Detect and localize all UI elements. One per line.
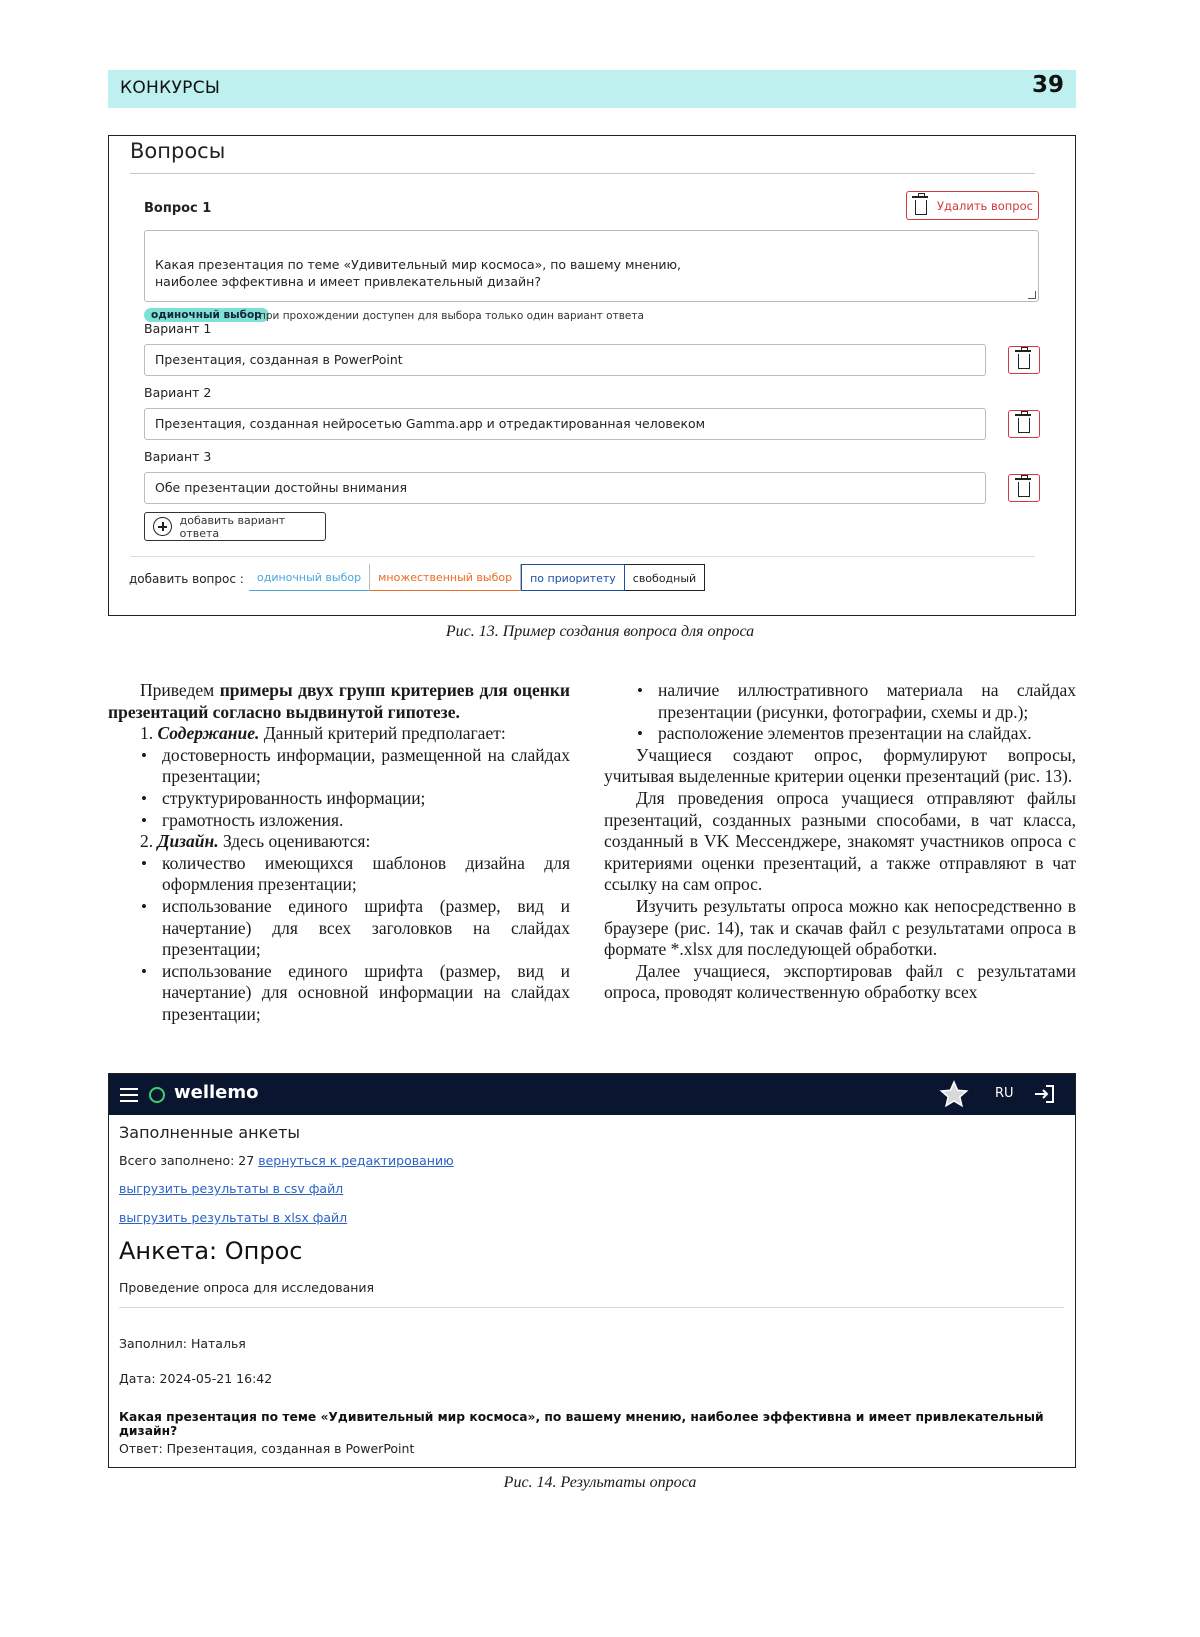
logo-ring-icon bbox=[149, 1087, 165, 1103]
add-multiple-choice-button[interactable]: множественный выбор bbox=[370, 564, 521, 591]
add-free-answer-button[interactable]: свободный bbox=[625, 564, 705, 591]
text-column-left bbox=[108, 680, 570, 1026]
divider bbox=[119, 1307, 1064, 1308]
add-question-label: добавить вопрос : bbox=[129, 572, 244, 586]
variant-label: Вариант 2 bbox=[144, 385, 212, 400]
filled-by: Заполнил: Наталья bbox=[119, 1336, 246, 1351]
list-item: • достоверность информации, размещенной на слайдах презентации; bbox=[108, 745, 570, 788]
question-type-badge: одиночный выбор bbox=[144, 308, 269, 322]
total-filled bbox=[119, 1153, 454, 1168]
total-filled-label: Всего заполнено: 27 bbox=[119, 1153, 255, 1168]
variant-label: Вариант 1 bbox=[144, 321, 212, 336]
export-csv-link[interactable]: выгрузить результаты в csv файл bbox=[119, 1181, 344, 1196]
add-variant-label: добавить вариант ответа bbox=[179, 513, 286, 540]
survey-subtitle: Проведение опроса для исследования bbox=[119, 1280, 375, 1295]
list-item: • структурированность информации; bbox=[108, 788, 570, 810]
criterion-list bbox=[604, 680, 1076, 745]
intro-paragraph bbox=[108, 680, 570, 723]
criterion-list bbox=[108, 853, 570, 1026]
delete-question-label: Удалить вопрос bbox=[937, 198, 1033, 213]
paragraph: Учащиеся создают опрос, формулируют вопросы, учитывая выделенные критерии оценки презентаций (рис. 13). bbox=[604, 744, 1076, 787]
result-answer: Ответ: Презентация, созданная в PowerPoint bbox=[119, 1441, 415, 1456]
star-icon[interactable] bbox=[939, 1080, 969, 1108]
variant-label: Вариант 3 bbox=[144, 449, 212, 464]
top-navbar bbox=[109, 1074, 1075, 1115]
add-question-tabs bbox=[249, 564, 705, 591]
filled-date: Дата: 2024-05-21 16:42 bbox=[119, 1371, 273, 1386]
export-csv-row bbox=[119, 1181, 343, 1196]
question-type-hint: при прохождении доступен для выбора только один вариант ответа bbox=[259, 310, 644, 322]
criterion-heading bbox=[108, 723, 570, 745]
back-to-edit-link[interactable]: вернуться к редактированию bbox=[258, 1153, 454, 1168]
delete-variant-button[interactable] bbox=[1008, 410, 1040, 438]
question-label: Вопрос 1 bbox=[144, 201, 212, 216]
export-xlsx-row bbox=[119, 1210, 347, 1225]
list-item: • количество имеющихся шаблонов дизайна для оформления презентации; bbox=[108, 853, 570, 896]
divider bbox=[130, 556, 1035, 557]
brand-logo[interactable]: wellemo bbox=[174, 1082, 259, 1103]
list-item: • расположение элементов презентации на слайдах. bbox=[604, 723, 1076, 745]
list-item: • использование единого шрифта (размер, вид и начертание) для основной информации на слайдах презентации; bbox=[108, 961, 570, 1026]
figure-caption: Рис. 14. Результаты опроса bbox=[503, 1474, 697, 1491]
intro-emphasis: примеры двух групп критериев для оценки презентаций согласно выдвинутой гипотезе. bbox=[108, 680, 570, 722]
trash-icon bbox=[1018, 482, 1030, 497]
paragraph: Для проведения опроса учащиеся отправляют файлы презентаций, созданных разными способами, в чат класса, созданный в VK Мессенджере, знакомят участников опроса с критериями оценки презентаций, а также отправляют в чат ссылку на сам опрос. bbox=[604, 787, 1076, 895]
delete-question-button[interactable] bbox=[906, 191, 1039, 220]
criterion-list bbox=[108, 745, 570, 831]
intro-text: Приведем bbox=[140, 680, 220, 700]
editor-title: Вопросы bbox=[130, 139, 226, 163]
text-column-right bbox=[604, 680, 1076, 1004]
list-item: • наличие иллюстративного материала на слайдах презентации (рисунки, фотографии, схемы и др.); bbox=[604, 680, 1076, 723]
page-header bbox=[108, 70, 1076, 108]
variant-input[interactable]: Презентация, созданная нейросетью Gamma.app и отредактированная человеком bbox=[144, 408, 986, 440]
delete-variant-button[interactable] bbox=[1008, 474, 1040, 502]
question-textarea[interactable] bbox=[144, 230, 1039, 302]
trash-icon bbox=[1018, 354, 1030, 369]
question-textarea-value: Какая презентация по теме «Удивительный мир космоса», по вашему мнению, наиболее эффективна и имеет привлекательный дизайн? bbox=[155, 257, 682, 289]
result-question: Какая презентация по теме «Удивительный мир космоса», по вашему мнению, наиболее эффективна и имеет привлекательный дизайн? bbox=[119, 1410, 1044, 1438]
export-xlsx-link[interactable]: выгрузить результаты в xlsx файл bbox=[119, 1210, 348, 1225]
add-single-choice-button[interactable]: одиночный выбор bbox=[249, 564, 370, 591]
divider bbox=[130, 173, 1035, 174]
figure-caption: Рис. 13. Пример создания вопроса для опроса bbox=[445, 623, 755, 640]
language-switch[interactable]: RU bbox=[995, 1086, 1014, 1101]
criterion-number: 1. bbox=[140, 723, 158, 744]
page-number: 39 bbox=[1031, 72, 1064, 98]
list-item: • использование единого шрифта (размер, вид и начертание) для всех заголовков на слайдах презентации; bbox=[108, 896, 570, 961]
variant-input[interactable]: Презентация, созданная в PowerPoint bbox=[144, 344, 986, 376]
criterion-text: Здесь оцениваются: bbox=[218, 831, 371, 852]
survey-results-figure bbox=[108, 1073, 1076, 1468]
logout-icon[interactable] bbox=[1033, 1084, 1055, 1104]
menu-icon[interactable] bbox=[120, 1088, 138, 1102]
paragraph: Изучить результаты опроса можно как непосредственно в браузере (рис. 14), так и скачав файл с результатами опроса в формате *.xlsx для последующей обработки. bbox=[604, 895, 1076, 960]
survey-title: Анкета: Опрос bbox=[119, 1237, 303, 1265]
delete-variant-button[interactable] bbox=[1008, 346, 1040, 374]
filled-forms-heading: Заполненные анкеты bbox=[119, 1123, 301, 1142]
criterion-title: Содержание. bbox=[157, 723, 260, 744]
criterion-text: Данный критерий предполагает: bbox=[259, 723, 506, 744]
list-item: • грамотность изложения. bbox=[108, 810, 570, 832]
paragraph: Далее учащиеся, экспортировав файл с результатами опроса, проводят количественную обработку всех bbox=[604, 960, 1076, 1003]
criterion-number: 2. bbox=[140, 831, 158, 852]
add-priority-button[interactable]: по приоритету bbox=[521, 564, 625, 591]
variant-input[interactable]: Обе презентации достойны внимания bbox=[144, 472, 986, 504]
plus-circle-icon bbox=[153, 517, 172, 536]
trash-icon bbox=[1018, 418, 1030, 433]
question-editor-figure bbox=[108, 135, 1076, 616]
criterion-heading bbox=[108, 831, 570, 853]
add-variant-button[interactable] bbox=[144, 512, 326, 541]
section-label: КОНКУРСЫ bbox=[120, 78, 221, 98]
criterion-title: Дизайн. bbox=[157, 831, 219, 852]
trash-icon bbox=[915, 200, 927, 215]
resize-handle-icon[interactable] bbox=[1028, 291, 1036, 299]
